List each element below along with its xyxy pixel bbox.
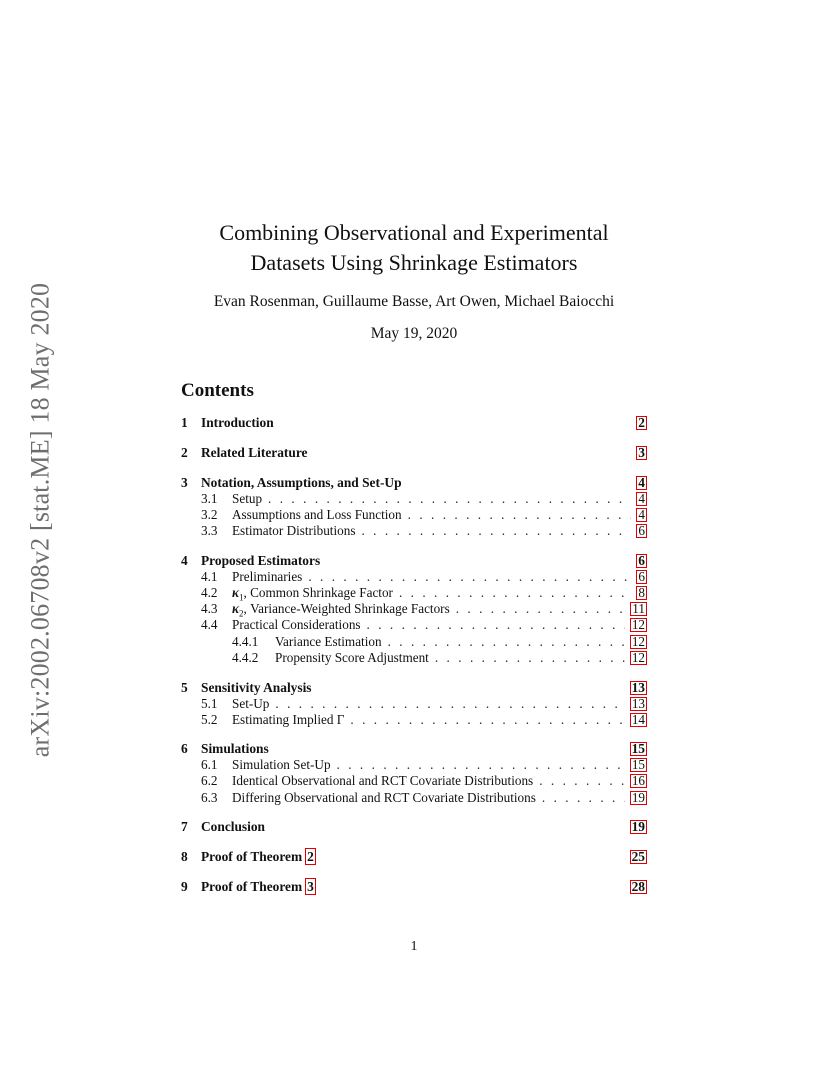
kappa-subscript: 1 <box>239 592 244 603</box>
toc-entry-6-1[interactable] <box>181 757 647 774</box>
toc-entry-number: 7 <box>181 819 188 834</box>
toc-entry-5[interactable] <box>181 680 647 697</box>
toc-entry-label: Notation, Assumptions, and Set-Up <box>201 475 402 490</box>
contents-heading: Contents <box>181 380 254 401</box>
theorem-reference-link[interactable]: 3 <box>307 879 314 894</box>
toc-entry-title <box>232 773 533 789</box>
toc-entry-title <box>232 617 361 633</box>
toc-dot-leader <box>268 491 631 507</box>
toc-entry-label: Related Literature <box>201 445 308 460</box>
toc-entry-label: Assumptions and Loss Function <box>232 507 402 522</box>
toc-page-link[interactable]: 8 <box>638 585 645 600</box>
toc-entry-number: 3.2 <box>201 507 218 522</box>
arxiv-sidebar-stamp <box>20 270 60 770</box>
toc-entry-4-3[interactable] <box>181 601 647 618</box>
toc-dot-leader <box>361 523 631 539</box>
toc-entry-label: Preliminaries <box>232 569 303 584</box>
toc-dot-leader <box>435 650 625 666</box>
toc-dot-leader <box>539 773 625 789</box>
toc-entry-label: Setup <box>232 491 263 506</box>
title-line-2: Datasets Using Shrinkage Estimators <box>250 250 578 275</box>
toc-entry-label: Simulations <box>201 741 269 756</box>
toc-entry-title <box>232 712 344 728</box>
toc-entry-title <box>232 696 269 712</box>
toc-page-link[interactable]: 13 <box>631 680 645 695</box>
toc-entry-label: Identical Observational and RCT Covariate Distributions <box>232 773 534 788</box>
toc-entry-title <box>201 819 265 835</box>
toc-dot-leader <box>350 712 624 728</box>
toc-entry-label: , Variance-Weighted Shrinkage Factors <box>243 601 450 616</box>
toc-page-link[interactable]: 2 <box>638 415 645 430</box>
toc-entry-number: 5.1 <box>201 696 218 711</box>
toc-entry-title <box>232 491 262 507</box>
kappa-symbol: κ <box>232 601 239 616</box>
toc-entry-label: , Common Shrinkage Factor <box>243 585 393 600</box>
toc-entry-title <box>201 879 315 895</box>
toc-entry-8[interactable] <box>181 849 647 866</box>
toc-entry-number: 2 <box>181 445 188 460</box>
author-list: Evan Rosenman, Guillaume Basse, Art Owen, Michael Baiocchi <box>213 293 615 310</box>
toc-page-link[interactable]: 12 <box>631 634 645 649</box>
toc-entry-title <box>201 445 307 461</box>
toc-entry-number: 3 <box>181 475 188 490</box>
toc-entry-6[interactable] <box>181 741 647 758</box>
toc-page-link[interactable]: 6 <box>638 553 645 568</box>
toc-entry-label: Simulation Set-Up <box>232 757 331 772</box>
toc-entry-label: Introduction <box>201 415 274 430</box>
toc-entry-label: Sensitivity Analysis <box>201 680 312 695</box>
toc-page-link[interactable]: 6 <box>638 523 645 538</box>
page-number: 1 <box>410 939 418 954</box>
arxiv-id-text: arXiv:2002.06708v2 [stat.ME] 18 May 2020 <box>25 282 55 758</box>
toc-dot-leader <box>308 569 631 585</box>
toc-entry-5-1[interactable] <box>181 696 647 713</box>
toc-entry-4-4[interactable] <box>181 617 647 634</box>
toc-entry-title <box>201 475 402 491</box>
toc-entry-5-2[interactable] <box>181 712 647 729</box>
toc-dot-leader <box>275 696 624 712</box>
toc-page-link[interactable]: 14 <box>631 712 645 727</box>
kappa-symbol: κ <box>232 585 239 600</box>
toc-entry-number: 9 <box>181 879 188 894</box>
toc-entry-number: 4.4 <box>201 617 218 632</box>
toc-entry-title <box>232 569 302 585</box>
toc-page-link[interactable]: 15 <box>631 757 645 772</box>
toc-entry-number: 1 <box>181 415 188 430</box>
toc-entry-1[interactable] <box>181 415 647 432</box>
toc-entry-number: 5.2 <box>201 712 218 727</box>
toc-entry-4-1[interactable] <box>181 569 647 586</box>
toc-entry-title <box>201 415 274 431</box>
toc-entry-3-2[interactable] <box>181 507 647 524</box>
toc-page-link[interactable]: 12 <box>631 650 645 665</box>
toc-entry-title <box>201 741 269 757</box>
kappa-subscript: 2 <box>239 608 244 619</box>
toc-entry-number: 6.3 <box>201 790 218 805</box>
theorem-reference-link[interactable]: 2 <box>307 849 314 864</box>
toc-entry-title <box>201 680 312 696</box>
toc-page-link[interactable]: 3 <box>638 445 645 460</box>
toc-page-link[interactable]: 4 <box>638 475 645 490</box>
toc-page-link[interactable]: 19 <box>631 819 645 834</box>
toc-entry-title <box>232 507 402 523</box>
toc-page-link[interactable]: 6 <box>638 569 645 584</box>
toc-entry-number: 3.1 <box>201 491 218 506</box>
toc-entry-number: 8 <box>181 849 188 864</box>
toc-entry-label: Propensity Score Adjustment <box>275 650 429 665</box>
toc-page-link[interactable]: 13 <box>631 696 645 711</box>
toc-entry-number: 6.2 <box>201 773 218 788</box>
toc-page-link[interactable]: 12 <box>631 617 645 632</box>
toc-page-link[interactable]: 15 <box>631 741 645 756</box>
toc-entry-4[interactable] <box>181 553 647 570</box>
toc-entry-number: 4.3 <box>201 601 218 616</box>
toc-entry-label: Proof of Theorem <box>201 879 303 894</box>
toc-entry-6-3[interactable] <box>181 790 647 807</box>
toc-dot-leader <box>456 601 626 617</box>
toc-entry-number: 4 <box>181 553 188 568</box>
toc-entry-title <box>232 523 355 539</box>
toc-entry-7[interactable] <box>181 819 647 836</box>
toc-dot-leader <box>367 617 625 633</box>
toc-page-link[interactable]: 19 <box>631 790 645 805</box>
toc-entry-title <box>232 790 536 806</box>
toc-entry-label: Set-Up <box>232 696 270 711</box>
toc-entry-9[interactable] <box>181 879 647 896</box>
toc-page-link[interactable]: 4 <box>638 507 645 522</box>
toc-entry-4-4-1[interactable] <box>181 634 647 651</box>
toc-page-link[interactable]: 25 <box>631 849 645 864</box>
toc-dot-leader <box>408 507 632 523</box>
toc-entry-label: Proposed Estimators <box>201 553 321 568</box>
toc-entry-title <box>201 553 320 569</box>
toc-entry-3-1[interactable] <box>181 491 647 508</box>
toc-entry-title <box>275 634 382 650</box>
toc-entry-label: Conclusion <box>201 819 265 834</box>
toc-entry-number: 4.4.2 <box>232 650 259 665</box>
toc-page-link[interactable]: 11 <box>632 601 645 616</box>
toc-entry-title <box>232 757 331 773</box>
toc-entry-number: 5 <box>181 680 188 695</box>
toc-entry-label: Differing Observational and RCT Covariate Distributions <box>232 790 536 805</box>
toc-page-link[interactable]: 28 <box>631 879 645 894</box>
toc-page-link[interactable]: 16 <box>631 773 645 788</box>
toc-page-link[interactable]: 4 <box>638 491 645 506</box>
paper-date: May 19, 2020 <box>370 325 458 342</box>
toc-entry-label: Variance Estimation <box>275 634 382 649</box>
title-line-1: Combining Observational and Experimental <box>219 220 609 245</box>
toc-entry-3-3[interactable] <box>181 523 647 540</box>
toc-entry-label: Proof of Theorem <box>201 849 303 864</box>
toc-entry-title <box>232 585 393 603</box>
toc-entry-title <box>201 849 315 865</box>
toc-entry-3[interactable] <box>181 475 647 492</box>
toc-entry-label: Estimator Distributions <box>232 523 356 538</box>
toc-dot-leader <box>388 634 625 650</box>
toc-entry-number: 6 <box>181 741 188 756</box>
toc-dot-leader <box>399 585 631 601</box>
toc-dot-leader <box>542 790 625 806</box>
toc-entry-number: 4.2 <box>201 585 218 600</box>
toc-entry-2[interactable] <box>181 445 647 462</box>
toc-entry-number: 4.1 <box>201 569 218 584</box>
toc-entry-title <box>232 601 450 619</box>
toc-entry-6-2[interactable] <box>181 773 647 790</box>
toc-entry-number: 6.1 <box>201 757 218 772</box>
paper-title <box>0 218 828 278</box>
toc-entry-label: Estimating Implied Γ <box>232 712 345 727</box>
toc-entry-label: Practical Considerations <box>232 617 361 632</box>
toc-entry-4-2[interactable] <box>181 585 647 602</box>
toc-entry-4-4-2[interactable] <box>181 650 647 667</box>
toc-entry-number: 4.4.1 <box>232 634 259 649</box>
toc-entry-title <box>275 650 429 666</box>
toc-dot-leader <box>337 757 625 773</box>
toc-entry-number: 3.3 <box>201 523 218 538</box>
